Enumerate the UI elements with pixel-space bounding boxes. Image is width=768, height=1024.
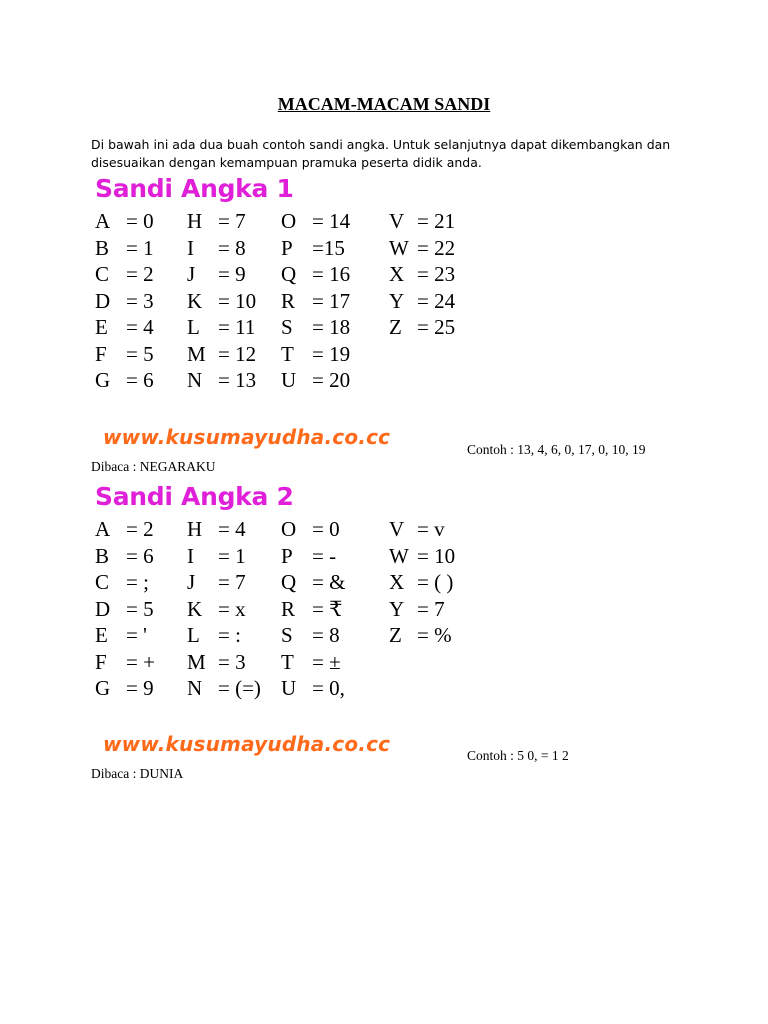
cipher-letter: D [95,596,111,621]
cipher-value: = ± [312,649,341,674]
cipher-value: = + [126,649,155,674]
cipher-letter: S [281,315,293,339]
cipher-table-1 [95,174,475,390]
cipher-value: = 20 [312,368,351,392]
cipher-value: = ( ) [417,570,454,594]
cipher-value: = 4 [126,315,154,339]
cipher-letter: I [187,235,194,260]
cipher-letter: X [389,262,405,286]
cipher-value: = 9 [126,676,154,700]
cipher-letter: K [187,288,203,313]
cipher-letter: M [187,341,206,366]
cipher-value: = 6 [126,543,154,568]
cipher-value: = 16 [312,262,351,286]
cipher-value: = 19 [312,341,351,366]
cipher-letter: Z [389,315,402,339]
cipher-value: = ₹ [312,596,343,621]
cipher-letter: T [281,341,294,366]
cipher-value: = 5 [126,596,154,621]
cipher-letter: W [389,543,409,568]
cipher-value: = 8 [218,235,246,260]
cipher-value: = 9 [218,262,246,286]
cipher-letter: A [95,209,111,233]
cipher-letter: N [187,676,203,700]
cipher-letter: F [95,649,107,674]
cipher-letter: F [95,341,107,366]
cipher-letter: Y [389,288,405,313]
cipher-value: = 18 [312,315,351,339]
cipher-letter: J [187,262,196,286]
cipher-letter: R [281,288,296,313]
cipher-value: = 7 [417,596,445,621]
cipher-letter: B [95,235,110,260]
cipher-letter: Q [281,262,297,286]
answer-text: Dibaca : DUNIA [91,766,184,781]
cipher-letter: L [187,623,200,647]
cipher-letter: P [281,543,293,568]
cipher-value: = 0 [126,209,154,233]
cipher-letter: G [95,368,111,392]
cipher-letter: J [187,570,196,594]
cipher-value: = 6 [126,368,154,392]
example-text: Contoh : 13, 4, 6, 0, 17, 0, 10, 19 [467,442,646,457]
cipher-value: =15 [312,235,345,260]
cipher-letter: A [95,517,111,541]
cipher-value: = % [417,623,452,647]
cipher-value: = v [417,517,445,541]
cipher-letter: L [187,315,200,339]
cipher-value: = 14 [312,209,351,233]
cipher-value: = 0 [312,517,340,541]
cipher-letter: P [281,235,293,260]
cipher-value: = ' [126,623,147,647]
cipher-table-2 [95,482,475,698]
page-title: MACAM-MACAM SANDI [277,94,491,114]
cipher-letter: N [187,368,203,392]
cipher-letter: R [281,596,296,621]
cipher-letter: H [187,209,203,233]
cipher-letter: U [281,368,297,392]
cipher-value: = & [312,570,346,594]
cipher-letter: M [187,649,206,674]
cipher-letter: X [389,570,405,594]
cipher-value: = 1 [218,543,246,568]
cipher-value: = 21 [417,209,456,233]
cipher-letter: E [95,623,108,647]
cipher-value: = 5 [126,341,154,366]
cipher-letter: W [389,235,409,260]
cipher-value: = 2 [126,517,154,541]
cipher-letter: G [95,676,111,700]
cipher-value: = 1 [126,235,154,260]
cipher-value: = 7 [218,209,246,233]
cipher-letter: Z [389,623,402,647]
cipher-title: Sandi Angka 1 [95,174,294,203]
watermark: www.kusumayudha.co.cc [103,425,391,449]
cipher-letter: O [281,209,297,233]
cipher-value: = 2 [126,262,154,286]
example-text: Contoh : 5 0, = 1 2 [467,748,569,763]
cipher-value: = 17 [312,288,351,313]
cipher-grid [95,516,475,698]
cipher-value: = 3 [126,288,154,313]
cipher-value: = 0, [312,676,345,700]
cipher-letter: T [281,649,294,674]
cipher-value: = 13 [218,368,257,392]
cipher-value: = 23 [417,262,456,286]
cipher-value: = : [218,623,241,647]
intro-paragraph: Di bawah ini ada dua buah contoh sandi angka. Untuk selanjutnya dapat dikembangkan dan disesuaikan dengan kemampuan pramuka peserta didik anda. [91,137,671,170]
cipher-letter: S [281,623,293,647]
cipher-value: = ; [126,570,149,594]
cipher-value: = 22 [417,235,456,260]
cipher-value: = 8 [312,623,340,647]
cipher-letter: O [281,517,297,541]
cipher-letter: Y [389,596,405,621]
cipher-value: = 10 [417,543,456,568]
cipher-value: = (=) [218,676,261,700]
cipher-value: = 25 [417,315,456,339]
cipher-letter: C [95,262,110,286]
cipher-letter: V [389,517,405,541]
cipher-value: = 24 [417,288,456,313]
cipher-letter: Q [281,570,297,594]
cipher-letter: I [187,543,194,568]
cipher-value: = 10 [218,288,257,313]
cipher-letter: U [281,676,297,700]
cipher-letter: D [95,288,111,313]
cipher-letter: B [95,543,110,568]
cipher-letter: E [95,315,108,339]
watermark: www.kusumayudha.co.cc [103,732,391,756]
cipher-title: Sandi Angka 2 [95,482,294,511]
cipher-value: = - [312,543,337,568]
cipher-value: = 7 [218,570,246,594]
cipher-value: = 4 [218,517,246,541]
cipher-letter: C [95,570,110,594]
cipher-value: = x [218,596,246,621]
cipher-value: = 11 [218,315,256,339]
cipher-letter: H [187,517,203,541]
cipher-letter: V [389,209,405,233]
cipher-value: = 3 [218,649,246,674]
cipher-grid [95,208,475,390]
cipher-letter: K [187,596,203,621]
answer-text: Dibaca : NEGARAKU [91,459,216,474]
cipher-value: = 12 [218,341,257,366]
